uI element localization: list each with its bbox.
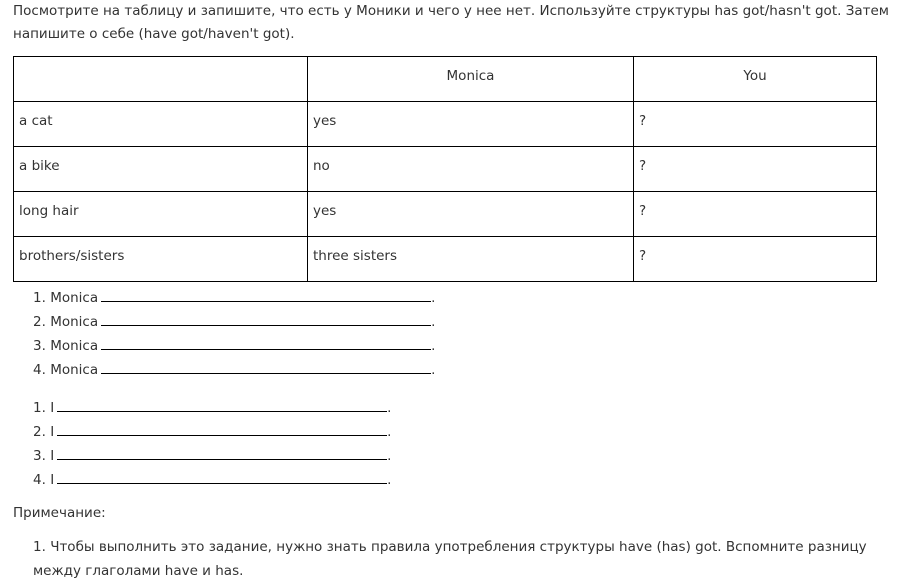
- table-row: [14, 192, 877, 237]
- line-end: .: [387, 400, 392, 416]
- table-row: [14, 102, 877, 147]
- note-item: [33, 535, 895, 583]
- answer-blank[interactable]: [101, 287, 431, 302]
- you-cell: ?: [634, 147, 877, 192]
- answer-blank[interactable]: [57, 421, 387, 436]
- item-number: 2.: [33, 424, 46, 440]
- header-cell-empty: [14, 57, 308, 102]
- monica-answer-list: [13, 286, 903, 382]
- list-item: [33, 420, 903, 444]
- note-text: Чтобы выполнить это задание, нужно знать правила употребления структуры have (has) got. Вспомните разницу между глаголами have и has.: [33, 539, 867, 579]
- line-end: .: [387, 424, 392, 440]
- item-number: 4.: [33, 362, 46, 378]
- header-cell-monica: Monica: [308, 57, 634, 102]
- item-cell: long hair: [14, 192, 308, 237]
- list-item: [33, 310, 903, 334]
- item-cell: a bike: [14, 147, 308, 192]
- monica-cell: yes: [308, 192, 634, 237]
- table-header-row: [14, 57, 877, 102]
- line-end: .: [431, 314, 436, 330]
- answer-blank[interactable]: [101, 359, 431, 374]
- item-subject: Monica: [50, 290, 99, 306]
- note-number: 1.: [33, 539, 46, 555]
- list-item: [33, 468, 903, 492]
- item-subject: Monica: [50, 338, 99, 354]
- item-number: 4.: [33, 472, 46, 488]
- spacer: [13, 382, 903, 392]
- item-cell: brothers/sisters: [14, 237, 308, 282]
- line-end: .: [431, 362, 436, 378]
- item-subject: I: [50, 472, 55, 488]
- item-subject: Monica: [50, 314, 99, 330]
- line-end: .: [431, 290, 436, 306]
- list-item: [33, 358, 903, 382]
- line-end: .: [431, 338, 436, 354]
- monica-cell: no: [308, 147, 634, 192]
- answer-blank[interactable]: [57, 469, 387, 484]
- item-number: 3.: [33, 338, 46, 354]
- item-number: 1.: [33, 290, 46, 306]
- you-cell: ?: [634, 102, 877, 147]
- instruction-text: Посмотрите на таблицу и запишите, что есть у Моники и чего у нее нет. Используйте структуры has got/hasn't got. Затем напишите о себе (have got/haven't got).: [13, 3, 889, 42]
- answer-blank[interactable]: [101, 311, 431, 326]
- monica-cell: three sisters: [308, 237, 634, 282]
- notes-list: [13, 535, 895, 583]
- line-end: .: [387, 448, 392, 464]
- self-answer-list: [13, 396, 903, 492]
- exercise-page: [13, 0, 903, 583]
- item-subject: I: [50, 424, 55, 440]
- table-row: [14, 237, 877, 282]
- answer-blank[interactable]: [57, 445, 387, 460]
- item-subject: I: [50, 400, 55, 416]
- table-row: [14, 147, 877, 192]
- comparison-table: [13, 56, 877, 282]
- item-subject: Monica: [50, 362, 99, 378]
- you-cell: ?: [634, 237, 877, 282]
- item-number: 3.: [33, 448, 46, 464]
- answer-blank[interactable]: [57, 397, 387, 412]
- list-item: [33, 334, 903, 358]
- monica-cell: yes: [308, 102, 634, 147]
- header-cell-you: You: [634, 57, 877, 102]
- answer-blank[interactable]: [101, 335, 431, 350]
- list-item: [33, 396, 903, 420]
- list-item: [33, 444, 903, 468]
- item-subject: I: [50, 448, 55, 464]
- list-item: [33, 286, 903, 310]
- item-number: 2.: [33, 314, 46, 330]
- note-title: Примечание:: [13, 505, 106, 521]
- item-number: 1.: [33, 400, 46, 416]
- line-end: .: [387, 472, 392, 488]
- you-cell: ?: [634, 192, 877, 237]
- item-cell: a cat: [14, 102, 308, 147]
